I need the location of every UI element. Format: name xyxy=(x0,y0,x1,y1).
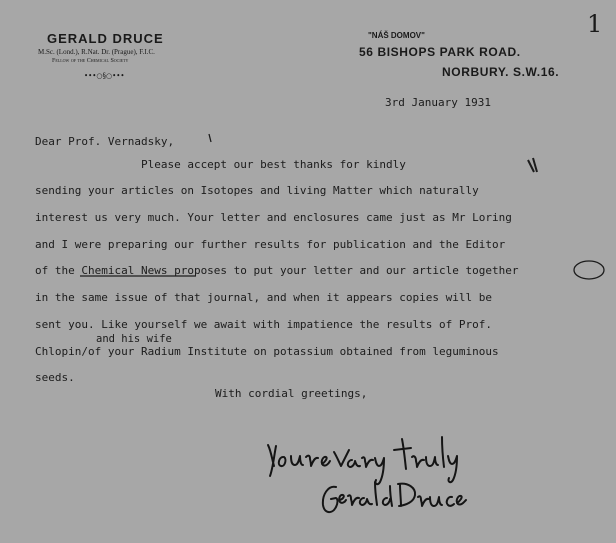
letterhead-town: NORBURY. S.W.16. xyxy=(442,65,560,79)
body-line-7: sent you. Like yourself we await with impatience the results of Prof. xyxy=(35,318,492,331)
body-line-4: and I were preparing our further results for publication and the Editor xyxy=(35,238,506,251)
letterhead-ornament: •••○§○••• xyxy=(84,72,125,80)
salutation: Dear Prof. Vernadsky, xyxy=(35,135,175,148)
letterhead-qualifications: M.Sc. (Lond.), R.Nat. Dr. (Prague), F.I.C. xyxy=(38,48,155,56)
letterhead-house-name: "NÁŠ DOMOV" xyxy=(368,31,425,40)
body-line-8: Chlopin/of your Radium Institute on potassium obtained from leguminous xyxy=(35,345,499,358)
closing-greeting: With cordial greetings, xyxy=(215,387,368,400)
letterhead-name: GERALD DRUCE xyxy=(47,31,164,46)
correction-circle xyxy=(574,261,604,279)
body-line-6: in the same issue of that journal, and when it appears copies will be xyxy=(35,291,492,304)
letterhead-fellowship: Fellow of the Chemical Society xyxy=(52,58,129,64)
body-line-1: Please accept our best thanks for kindly xyxy=(35,158,406,171)
pen-mark xyxy=(528,158,537,172)
signature-drawing xyxy=(323,482,466,512)
body-line-9: seeds. xyxy=(35,371,75,384)
handwritten-insertion: and his wife xyxy=(96,333,172,345)
pen-mark xyxy=(209,134,211,142)
letter-date: 3rd January 1931 xyxy=(385,96,491,109)
body-line-3: interest us very much. Your letter and enclosures came just as Mr Loring xyxy=(35,211,512,224)
handwritten-closing-drawing xyxy=(268,437,457,484)
page-number: 1 xyxy=(587,10,603,38)
body-line-2: sending your articles on Isotopes and living Matter which naturally xyxy=(35,184,479,197)
body-line-5: of the Chemical News proposes to put your letter and our article together xyxy=(35,264,519,277)
letterhead-street: 56 BISHOPS PARK ROAD. xyxy=(359,45,521,59)
